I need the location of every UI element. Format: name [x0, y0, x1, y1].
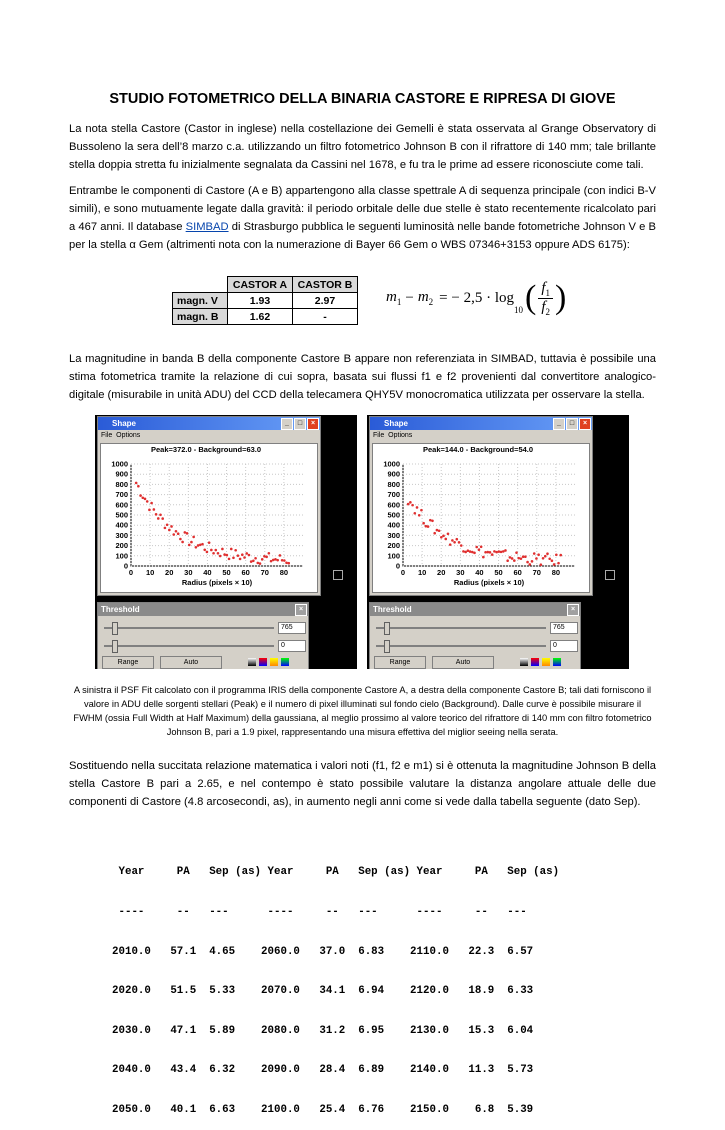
- shape-menubar: [370, 430, 592, 441]
- close-icon[interactable]: ×: [579, 418, 591, 430]
- paragraph-result: Sostituendo nella succitata relazione matematica i valori noti (f1, f2 e m1) si è ottenuta la magnitudine Johnson B della stella Castore B pari a 2.65, e nel contempo è stato possibile valutare la distanza angolare attuale delle due componenti di Castore (4.8 arcosecondi, as), in aumento negli anni come si vede dalla tabella seguente (dato Sep).: [69, 760, 656, 808]
- psf-point: [252, 559, 255, 562]
- minimize-icon[interactable]: _: [281, 418, 293, 430]
- psf-plot: [372, 443, 590, 593]
- psf-point: [418, 514, 421, 517]
- shape-menubar: [98, 430, 320, 441]
- threshold-window: [97, 602, 309, 669]
- psf-point: [232, 556, 235, 559]
- psf-point: [157, 517, 160, 520]
- psf-point: [210, 549, 213, 552]
- paragraph-components-text-end: di Strasburgo pubblica le seguenti luminosità nelle bande fotometriche Johnson V e B per la stella α Gem (altrimenti nota con la numerazione di Bayer 66 Gem o WBS 07346+3153 oppure ADS 6175):: [69, 221, 656, 251]
- psf-point: [557, 562, 560, 565]
- psf-point: [155, 513, 158, 516]
- sep-table-row: 2020.0 51.5 5.33 2070.0 34.1 6.94 2120.0 18.9 6.33: [112, 985, 534, 998]
- slider-handle[interactable]: [384, 640, 390, 653]
- psf-point: [148, 509, 151, 512]
- psf-point: [201, 543, 204, 546]
- psf-point: [175, 530, 178, 533]
- shape-window: [369, 416, 593, 596]
- y-tick-label: 100: [115, 551, 128, 561]
- psf-point: [469, 550, 472, 553]
- x-tick-label: 80: [279, 568, 289, 577]
- y-tick-label: 400: [115, 520, 128, 530]
- x-tick-label: 70: [260, 568, 269, 577]
- iris-screenshot-castor-b: [367, 415, 629, 669]
- range-button[interactable]: Range: [102, 656, 154, 669]
- psf-point: [555, 553, 558, 556]
- paragraph-intro: La nota stella Castore (Castor in inglese) nella costellazione dei Gemelli è stata osservata al Grange Observatory di Bussoleno la sera dell’8 marzo c.a. utilizzando un filtro fotometrico Johnson B con il rifrattore di 140 mm; tale brillante stella doppia stretta fu inizialmente segnalata da Cassini nel 1678, e fu tra le prime ad essere riconosciute come tali.: [69, 123, 656, 171]
- psf-point: [531, 560, 534, 563]
- psf-point: [274, 558, 277, 561]
- psf-point: [197, 544, 200, 547]
- y-tick-label: 0: [123, 561, 128, 571]
- cell-b-v: 2.97: [293, 293, 358, 309]
- psf-point: [159, 513, 162, 516]
- psf-point: [502, 550, 505, 553]
- psf-point: [522, 555, 525, 558]
- x-tick-label: 70: [532, 568, 541, 577]
- sep-table-row: 2030.0 47.1 5.89 2080.0 31.2 6.95 2130.0 15.3 6.04: [112, 1024, 534, 1037]
- psf-point: [153, 508, 156, 511]
- psf-point: [464, 551, 467, 554]
- x-tick-label: 40: [203, 568, 212, 577]
- axes-lines: [403, 464, 575, 566]
- psf-point: [486, 551, 489, 554]
- psf-point: [256, 562, 259, 565]
- threshold-slider-low[interactable]: [376, 645, 546, 647]
- y-tick-label: 900: [387, 469, 400, 479]
- psf-point: [433, 532, 436, 535]
- menu-file[interactable]: File: [373, 432, 385, 439]
- palette-cool-icon[interactable]: [281, 658, 289, 666]
- auto-button[interactable]: Auto: [160, 656, 222, 669]
- psf-point: [489, 551, 492, 554]
- psf-point: [548, 557, 551, 560]
- threshold-slider-high[interactable]: [104, 627, 274, 629]
- close-icon[interactable]: ×: [567, 604, 579, 616]
- psf-point: [184, 531, 187, 534]
- cell-a-v: 1.93: [228, 293, 293, 309]
- psf-point: [551, 559, 554, 562]
- y-tick-label: 900: [115, 469, 128, 479]
- y-tick-label: 200: [115, 541, 128, 551]
- psf-point: [515, 551, 518, 554]
- shape-window-title: Shape _ □ ×: [98, 417, 320, 430]
- threshold-window-title: Threshold ×: [98, 603, 308, 616]
- psf-point: [208, 541, 211, 544]
- x-tick-label: 60: [513, 568, 522, 577]
- figure-caption: A sinistra il PSF Fit calcolato con il programma IRIS della componente Castore A, a destra della componente Castore B; tali dati forniscono il valore in ADU delle sorgenti stellari (Peak) e il numero di pixel illuminati sul fondo cielo (Background). Dalle curve è possibile misurare il FWHM (ossia Full Width at Half Maximum) della gaussiana, al meglio prossimo al valore teorico del rifrattore di 140 mm con filtro fotometrico Johnson B, pari a 1.9 pixel, rappresentando una misura effettiva del miglior seeing nella serata.: [73, 685, 652, 737]
- scroll-marker-icon[interactable]: [333, 570, 343, 580]
- psf-point: [259, 562, 262, 565]
- palette-gray-icon[interactable]: [520, 658, 528, 666]
- psf-point: [409, 501, 412, 504]
- x-tick-label: 50: [222, 568, 231, 577]
- psf-point: [444, 538, 447, 541]
- threshold-high-value[interactable]: 765: [278, 622, 306, 634]
- formula-m2: $m_2$: [417, 289, 434, 307]
- y-tick-label: 700: [387, 490, 400, 500]
- psf-point: [491, 553, 494, 556]
- psf-point: [456, 538, 459, 541]
- psf-point: [422, 522, 425, 525]
- palette-color-icon[interactable]: [531, 658, 539, 666]
- psf-point: [420, 509, 423, 512]
- psf-point: [241, 553, 244, 556]
- psf-point: [212, 552, 215, 555]
- psf-point: [431, 519, 434, 522]
- x-tick-label: 60: [241, 568, 250, 577]
- psf-point: [190, 541, 193, 544]
- psf-point: [511, 557, 514, 560]
- palette-color-icon[interactable]: [259, 658, 267, 666]
- threshold-window: [369, 602, 581, 669]
- x-axis-label: Radius (pixels × 10): [453, 578, 525, 587]
- psf-point: [181, 541, 184, 544]
- psf-point: [226, 554, 229, 557]
- simbad-link[interactable]: SIMBAD: [185, 221, 229, 233]
- psf-point: [137, 485, 140, 488]
- y-tick-label: 0: [395, 561, 400, 571]
- psf-point: [164, 527, 167, 530]
- psf-point: [528, 563, 531, 566]
- psf-point: [429, 519, 432, 522]
- magnitude-table: [172, 276, 358, 325]
- psf-point: [245, 552, 248, 555]
- psf-point: [172, 533, 175, 536]
- paragraph-estimate: La magnitudine in banda B della componente Castore B appare non referenziata in SIMBAD, tuttavia è possibile una stima fotometrica tramite la relazione di cui sopra, basata sui flussi f1 e f2 provenienti dal convertitore analogico-digitale (misurabile in unità ADU) del CCD della telecamera QHY5V monocromatica utilizzata per osservare la stella.: [69, 353, 656, 401]
- slider-handle[interactable]: [112, 622, 118, 635]
- psf-point: [161, 517, 164, 520]
- psf-point: [517, 557, 520, 560]
- psf-point: [442, 535, 445, 538]
- palette-icons: [248, 658, 289, 666]
- threshold-slider-high[interactable]: [376, 627, 546, 629]
- paragraph-components-text: Entrambe le componenti di Castore (A e B) appartengono alla classe spettrale A di sequenza principale (con indici B-V simili), e sono mutuamente legate dalla gravità: il periodo orbitale delle due stelle è stato recentemente ricalcolato pari a 467 anni. Il database: [69, 185, 656, 233]
- psf-point: [170, 525, 173, 528]
- psf-point: [440, 536, 443, 539]
- x-tick-label: 30: [456, 568, 465, 577]
- page-title: STUDIO FOTOMETRICO DELLA BINARIA CASTORE E RIPRESA DI GIOVE: [109, 91, 616, 107]
- psf-point: [520, 557, 523, 560]
- psf-point: [453, 541, 456, 544]
- psf-point: [506, 559, 509, 562]
- y-tick-label: 700: [115, 490, 128, 500]
- y-tick-label: 1000: [383, 459, 400, 469]
- psf-point: [270, 560, 273, 563]
- row-label-b: magn. B: [173, 309, 228, 325]
- psf-point: [219, 555, 222, 558]
- threshold-window-title: Threshold ×: [370, 603, 580, 616]
- psf-point: [135, 482, 138, 485]
- threshold-low-value[interactable]: 0: [550, 640, 578, 652]
- psf-point: [482, 556, 485, 559]
- psf-point: [186, 532, 189, 535]
- row-label-v: magn. V: [173, 293, 228, 309]
- x-tick-label: 10: [145, 568, 155, 577]
- psf-point: [513, 559, 516, 562]
- separation-table: [112, 840, 559, 1130]
- formula-log: = − 2,5 · log: [439, 289, 514, 306]
- psf-point: [141, 496, 144, 499]
- psf-point: [495, 551, 498, 554]
- psf-point: [192, 536, 195, 539]
- slider-handle[interactable]: [112, 640, 118, 653]
- y-tick-label: 100: [387, 551, 400, 561]
- maximize-icon[interactable]: □: [294, 418, 306, 430]
- x-tick-label: 0: [128, 568, 134, 577]
- y-tick-label: 800: [115, 479, 128, 489]
- psf-point: [214, 549, 217, 552]
- psf-point: [228, 558, 231, 561]
- psf-point: [248, 554, 251, 557]
- threshold-low-value[interactable]: 0: [278, 640, 306, 652]
- psf-point: [237, 554, 240, 557]
- palette-cool-icon[interactable]: [553, 658, 561, 666]
- header-castor-b: CASTOR B: [293, 277, 358, 293]
- sep-table-rule: ---- -- --- ---- -- --- ---- -- ---: [112, 906, 527, 919]
- psf-point: [279, 554, 282, 557]
- minimize-icon[interactable]: _: [553, 418, 565, 430]
- x-tick-label: 20: [437, 568, 446, 577]
- psf-point: [146, 500, 149, 503]
- psf-point: [150, 502, 153, 505]
- psf-point: [540, 563, 543, 566]
- psf-point: [509, 556, 512, 559]
- psf-point: [413, 512, 416, 515]
- psf-point: [199, 543, 202, 546]
- threshold-high-value[interactable]: 765: [550, 622, 578, 634]
- psf-point: [203, 548, 206, 551]
- psf-point: [460, 544, 463, 547]
- psf-point: [498, 550, 501, 553]
- psf-point: [263, 555, 266, 558]
- sep-table-header: Year PA Sep (as) Year PA Sep (as) Year PA Sep (as): [112, 866, 560, 879]
- psf-point: [533, 552, 536, 555]
- psf-point: [206, 551, 209, 554]
- close-icon[interactable]: ×: [295, 604, 307, 616]
- formula-log-base: 10: [514, 305, 523, 315]
- scroll-marker-icon[interactable]: [605, 570, 615, 580]
- x-tick-label: 30: [184, 568, 193, 577]
- psf-point: [480, 546, 483, 549]
- maximize-icon[interactable]: □: [566, 418, 578, 430]
- psf-point: [524, 555, 527, 558]
- psf-point: [484, 551, 487, 554]
- psf-point: [250, 560, 253, 563]
- paragraph-components: [69, 182, 656, 254]
- psf-point: [230, 548, 233, 551]
- psf-point: [471, 551, 474, 554]
- psf-point: [542, 557, 545, 560]
- y-tick-label: 1000: [111, 459, 128, 469]
- iris-screenshot-castor-a: [95, 415, 357, 669]
- psf-point: [168, 529, 171, 532]
- sep-table-row: 2040.0 43.4 6.32 2090.0 28.4 6.89 2140.0 11.3 5.73: [112, 1064, 534, 1077]
- y-tick-label: 200: [387, 541, 400, 551]
- psf-point: [144, 498, 147, 501]
- palette-warm-icon[interactable]: [270, 658, 278, 666]
- peak-background-label: Peak=144.0 - Background=54.0: [423, 445, 534, 454]
- y-tick-label: 800: [387, 479, 400, 489]
- psf-point: [217, 552, 220, 555]
- psf-point: [268, 552, 271, 555]
- palette-warm-icon[interactable]: [542, 658, 550, 666]
- psf-point: [243, 556, 246, 559]
- header-castor-a: CASTOR A: [228, 277, 293, 293]
- x-tick-label: 50: [494, 568, 503, 577]
- psf-point: [188, 544, 191, 547]
- psf-point: [526, 561, 529, 564]
- magnitude-formula: $m_1$ − $m_2$ = − 2,5 · log $_{10}$ ( $f_1$ $f_2$ ): [386, 279, 567, 317]
- slider-handle[interactable]: [384, 622, 390, 635]
- psf-point: [449, 543, 452, 546]
- psf-point: [537, 553, 540, 556]
- x-tick-label: 0: [400, 568, 406, 577]
- psf-point: [416, 506, 419, 509]
- sep-table-row: 2010.0 57.1 4.65 2060.0 37.0 6.83 2110.0 22.3 6.57: [112, 945, 534, 958]
- peak-background-label: Peak=372.0 - Background=63.0: [151, 445, 262, 454]
- psf-point: [546, 552, 549, 555]
- psf-point: [261, 558, 264, 561]
- psf-point: [265, 556, 268, 559]
- psf-point: [438, 529, 441, 532]
- psf-chart: [101, 444, 317, 592]
- psf-point: [427, 525, 430, 528]
- psf-point: [451, 539, 454, 542]
- menu-options[interactable]: Options: [388, 432, 413, 439]
- x-axis-label: Radius (pixels × 10): [181, 578, 253, 587]
- x-tick-label: 20: [165, 568, 174, 577]
- psf-point: [177, 532, 180, 535]
- psf-point: [493, 550, 496, 553]
- range-button[interactable]: Range: [374, 656, 426, 669]
- psf-point: [195, 546, 198, 549]
- psf-point: [234, 549, 237, 552]
- psf-point: [504, 549, 507, 552]
- auto-button[interactable]: Auto: [432, 656, 494, 669]
- y-tick-label: 500: [387, 510, 400, 520]
- cell-b-b: -: [293, 309, 358, 325]
- psf-chart: [373, 444, 589, 592]
- table-corner: [173, 277, 228, 293]
- y-tick-label: 600: [115, 500, 128, 510]
- psf-point: [425, 525, 428, 528]
- sep-table-row: 2050.0 40.1 6.63 2100.0 25.4 6.76 2150.0 6.8 5.39: [112, 1104, 534, 1117]
- psf-point: [411, 504, 414, 507]
- close-icon[interactable]: ×: [307, 418, 319, 430]
- psf-point: [467, 549, 470, 552]
- psf-point: [447, 532, 450, 535]
- formula-fraction: $f_1$ $f_2$: [538, 280, 553, 317]
- psf-point: [462, 550, 465, 553]
- shape-window-title: Shape _ □ ×: [370, 417, 592, 430]
- psf-point: [475, 546, 478, 549]
- psf-point: [544, 555, 547, 558]
- psf-point: [559, 554, 562, 557]
- psf-point: [223, 553, 226, 556]
- x-tick-label: 10: [417, 568, 427, 577]
- psf-point: [139, 494, 142, 497]
- psf-point: [500, 551, 503, 554]
- psf-point: [221, 548, 224, 551]
- psf-point: [407, 503, 410, 506]
- y-tick-label: 400: [387, 520, 400, 530]
- psf-point: [535, 557, 538, 560]
- threshold-slider-low[interactable]: [104, 645, 274, 647]
- menu-file[interactable]: File: [101, 432, 113, 439]
- x-tick-label: 40: [475, 568, 484, 577]
- psf-point: [179, 538, 182, 541]
- y-tick-label: 600: [387, 500, 400, 510]
- palette-icons: [520, 658, 561, 666]
- psf-plot: [100, 443, 318, 593]
- x-tick-label: 80: [551, 568, 561, 577]
- psf-point: [478, 548, 481, 551]
- palette-gray-icon[interactable]: [248, 658, 256, 666]
- psf-point: [281, 559, 284, 562]
- psf-point: [285, 561, 288, 564]
- cell-a-b: 1.62: [228, 309, 293, 325]
- psf-point: [276, 559, 279, 562]
- psf-point: [553, 563, 556, 566]
- shape-window: [97, 416, 321, 596]
- psf-point: [473, 552, 476, 555]
- psf-point: [287, 562, 290, 565]
- y-tick-label: 500: [115, 510, 128, 520]
- psf-point: [272, 559, 275, 562]
- psf-point: [254, 557, 257, 560]
- psf-point: [239, 558, 242, 561]
- psf-point: [436, 529, 439, 532]
- psf-point: [283, 559, 286, 562]
- menu-options[interactable]: Options: [116, 432, 141, 439]
- formula-m1: $m_1$: [386, 289, 402, 307]
- y-tick-label: 300: [115, 530, 128, 540]
- y-tick-label: 300: [387, 530, 400, 540]
- psf-point: [166, 523, 169, 526]
- psf-point: [458, 541, 461, 544]
